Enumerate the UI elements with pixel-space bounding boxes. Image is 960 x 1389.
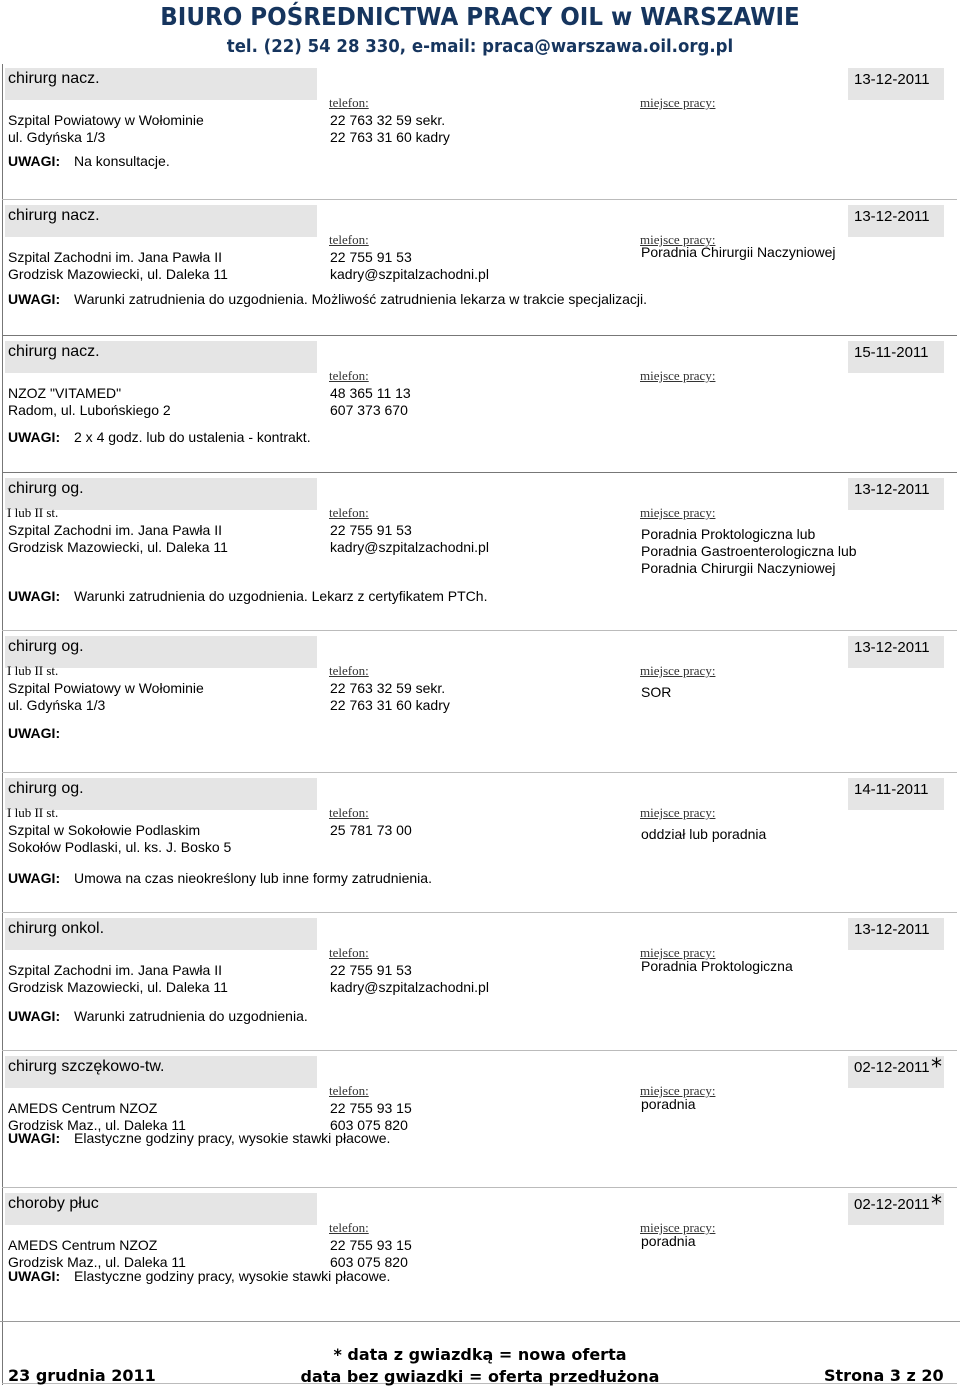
legend-new: * data z gwiazdką = nowa oferta [333,1345,627,1364]
employer [8,822,231,856]
remarks-label: UWAGI: [8,1268,61,1284]
left-border [2,337,3,474]
workplace-label: miejsce pracy: [640,1083,716,1098]
phone-line: 48 365 11 13 [330,385,411,401]
job-title: choroby płuc [8,1195,99,1212]
remarks-label: UWAGI: [8,291,61,307]
new-offer-star: * [931,1192,942,1217]
header-contact: tel. (22) 54 28 330, e-mail: praca@warszawa.oil.org.pl [226,36,734,57]
page-footer [0,1322,960,1389]
remarks-label: UWAGI: [8,588,61,604]
offer-date: 13-12-2011 [854,639,930,656]
phone-contact [330,1100,412,1134]
workplace-line: oddział lub poradnia [641,826,767,842]
remarks-label: UWAGI: [8,725,61,741]
phone-label: telefon: [329,805,369,820]
phone-contact [330,385,411,419]
remarks-row [8,429,311,445]
workplace-line: poradnia [641,1233,696,1249]
phone-contact [330,1237,412,1271]
employer [8,249,228,283]
workplace-line: SOR [641,684,672,700]
remarks-label: UWAGI: [8,1130,61,1146]
job-offer [0,914,960,1052]
employer-address: Grodzisk Mazowiecki, ul. Daleka 11 [8,539,228,555]
workplace [641,1233,696,1250]
job-offer [0,201,960,337]
phone-line: 22 755 91 53 [330,962,412,978]
phone-line: 22 763 31 60 kadry [330,129,450,145]
phone-label: telefon: [329,945,369,960]
left-border [2,774,3,914]
offer-date: 14-11-2011 [854,781,929,798]
job-offer [0,337,960,474]
phone-line: 25 781 73 00 [330,822,412,838]
workplace-line: Poradnia Chirurgii Naczyniowej [641,244,836,260]
employer-name: NZOZ "VITAMED" [8,385,122,401]
record-divider [2,630,957,631]
workplace [641,958,793,975]
employer-name: Szpital w Sokołowie Podlaskim [8,822,201,838]
print-date: 23 grudnia 2011 [8,1366,156,1385]
record-divider [2,472,957,473]
job-offer [0,64,960,201]
phone-line: 22 755 91 53 [330,522,412,538]
employer-address: Grodzisk Mazowiecki, ul. Daleka 11 [8,979,228,995]
offer-date: 13-12-2011 [854,481,930,498]
offer-date: 02-12-2011 [854,1059,930,1076]
employer [8,385,171,419]
job-offer [0,774,960,914]
workplace [641,526,857,577]
offer-date: 13-12-2011 [854,208,930,225]
employer-name: Szpital Zachodni im. Jana Pawła II [8,249,222,265]
phone-label: telefon: [329,368,369,383]
record-divider [2,1050,957,1051]
remarks-row [8,1268,390,1284]
phone-contact [330,822,412,839]
left-border [2,474,3,632]
job-title: chirurg nacz. [8,343,100,360]
record-divider [2,912,957,913]
job-title: chirurg og. [8,638,84,655]
phone-label: telefon: [329,95,369,110]
remarks-text: Warunki zatrudnienia do uzgodnienia. Lekarz z certyfikatem PTCh. [74,588,488,604]
legend-extended: data bez gwiazdki = oferta przedłużona [300,1367,660,1386]
remarks-row [8,1130,390,1146]
offer-date: 15-11-2011 [854,344,929,361]
remarks-text: Umowa na czas nieokreślony lub inne formy zatrudnienia. [74,870,432,886]
phone-label: telefon: [329,1083,369,1098]
employer-address: Grodzisk Maz., ul. Daleka 11 [8,1254,186,1270]
workplace-line: Poradnia Proktologiczna lub [641,526,816,542]
phone-line: 22 755 93 15 [330,1237,412,1253]
employer [8,962,228,996]
job-title: chirurg nacz. [8,70,100,87]
left-border [2,201,3,337]
employer-name: Szpital Zachodni im. Jana Pawła II [8,962,222,978]
page-header [0,0,960,64]
phone-line: 607 373 670 [330,402,408,418]
phone-contact [330,962,489,996]
employer-address: Radom, ul. Lubońskiego 2 [8,402,171,418]
employer [8,112,204,146]
job-title: chirurg szczękowo-tw. [8,1058,165,1075]
employer-address: Grodzisk Mazowiecki, ul. Daleka 11 [8,266,228,282]
employer [8,1100,186,1134]
workplace-line: Poradnia Proktologiczna [641,958,793,974]
employer [8,522,228,556]
phone-line: 603 075 820 [330,1254,408,1270]
remarks-label: UWAGI: [8,1008,61,1024]
phone-line: kadry@szpitalzachodni.pl [330,979,489,995]
employer-name: Szpital Powiatowy w Wołominie [8,680,204,696]
employer [8,680,204,714]
workplace [641,1096,696,1113]
workplace-line: Poradnia Gastroenterologiczna lub [641,543,857,559]
remarks-row [8,291,647,307]
offer-date: 02-12-2011 [854,1196,930,1213]
left-border [2,632,3,774]
header-title: BIURO POŚREDNICTWA PRACY OIL w WARSZAWIE [160,2,800,31]
phone-label: telefon: [329,663,369,678]
remarks-row [8,1008,308,1024]
phone-contact [330,249,489,283]
record-divider [2,199,957,200]
remarks-row [8,588,487,604]
employer-address: ul. Gdyńska 1/3 [8,697,106,713]
employer-address: Grodzisk Maz., ul. Daleka 11 [8,1117,186,1133]
phone-line: kadry@szpitalzachodni.pl [330,539,489,555]
employer-address: ul. Gdyńska 1/3 [8,129,106,145]
phone-line: 603 075 820 [330,1117,408,1133]
employer-address: Sokołów Podlaski, ul. ks. J. Bosko 5 [8,839,232,855]
job-title: chirurg og. [8,780,84,797]
workplace-line: poradnia [641,1096,696,1112]
left-border [2,1052,3,1189]
phone-contact [330,680,450,714]
employer [8,1237,186,1271]
workplace-label: miejsce pracy: [640,663,716,678]
offer-date: 13-12-2011 [854,71,930,88]
workplace-label: miejsce pracy: [640,95,716,110]
job-offer [0,632,960,774]
workplace [641,826,766,843]
phone-line: kadry@szpitalzachodni.pl [330,266,489,282]
remarks-text: Elastyczne godziny pracy, wysokie stawki płacowe. [74,1268,391,1284]
record-divider [2,335,957,336]
legend [280,1344,680,1388]
workplace-label: miejsce pracy: [640,1220,716,1235]
phone-contact [330,522,489,556]
phone-label: telefon: [329,505,369,520]
workplace-label: miejsce pracy: [640,505,716,520]
phone-label: telefon: [329,1220,369,1235]
remarks-label: UWAGI: [8,153,61,169]
new-offer-star: * [931,1055,942,1080]
phone-label: telefon: [329,232,369,247]
specialization-level: I lub II st. [7,505,59,520]
remarks-text: Elastyczne godziny pracy, wysokie stawki płacowe. [74,1130,391,1146]
phone-line: 22 755 93 15 [330,1100,412,1116]
phone-line: 22 763 31 60 kadry [330,697,450,713]
offer-date: 13-12-2011 [854,921,930,938]
left-border [2,64,3,201]
remarks-text: Warunki zatrudnienia do uzgodnienia. Możliwość zatrudnienia lekarza w trakcie specjalizacji. [74,291,647,307]
remarks-row [8,870,432,886]
workplace-label: miejsce pracy: [640,232,716,247]
remarks-text: Na konsultacje. [74,153,170,169]
phone-line: 22 763 32 59 sekr. [330,112,446,128]
remarks-row [8,153,170,169]
job-title: chirurg og. [8,480,84,497]
phone-line: 22 755 91 53 [330,249,412,265]
specialization-level: I lub II st. [7,663,59,678]
remarks-row [8,725,74,741]
employer-name: AMEDS Centrum NZOZ [8,1100,158,1116]
employer-name: AMEDS Centrum NZOZ [8,1237,158,1253]
workplace-label: miejsce pracy: [640,945,716,960]
job-offer [0,474,960,632]
phone-contact [330,112,450,146]
job-title: chirurg nacz. [8,207,100,224]
specialization-level: I lub II st. [7,805,59,820]
record-divider [2,1187,957,1188]
workplace [641,684,671,701]
record-divider [2,772,957,773]
remarks-label: UWAGI: [8,870,61,886]
employer-name: Szpital Powiatowy w Wołominie [8,112,204,128]
remarks-text: Warunki zatrudnienia do uzgodnienia. [74,1008,308,1024]
remarks-label: UWAGI: [8,429,61,445]
job-offer [0,1052,960,1189]
remarks-text: 2 x 4 godz. lub do ustalenia - kontrakt. [74,429,311,445]
workplace-label: miejsce pracy: [640,368,716,383]
workplace-label: miejsce pracy: [640,805,716,820]
page-number: Strona 3 z 20 [824,1366,944,1385]
job-title: chirurg onkol. [8,920,105,937]
phone-line: 22 763 32 59 sekr. [330,680,446,696]
left-border [2,914,3,1052]
employer-name: Szpital Zachodni im. Jana Pawła II [8,522,222,538]
workplace [641,244,836,261]
workplace-line: Poradnia Chirurgii Naczyniowej [641,560,836,576]
